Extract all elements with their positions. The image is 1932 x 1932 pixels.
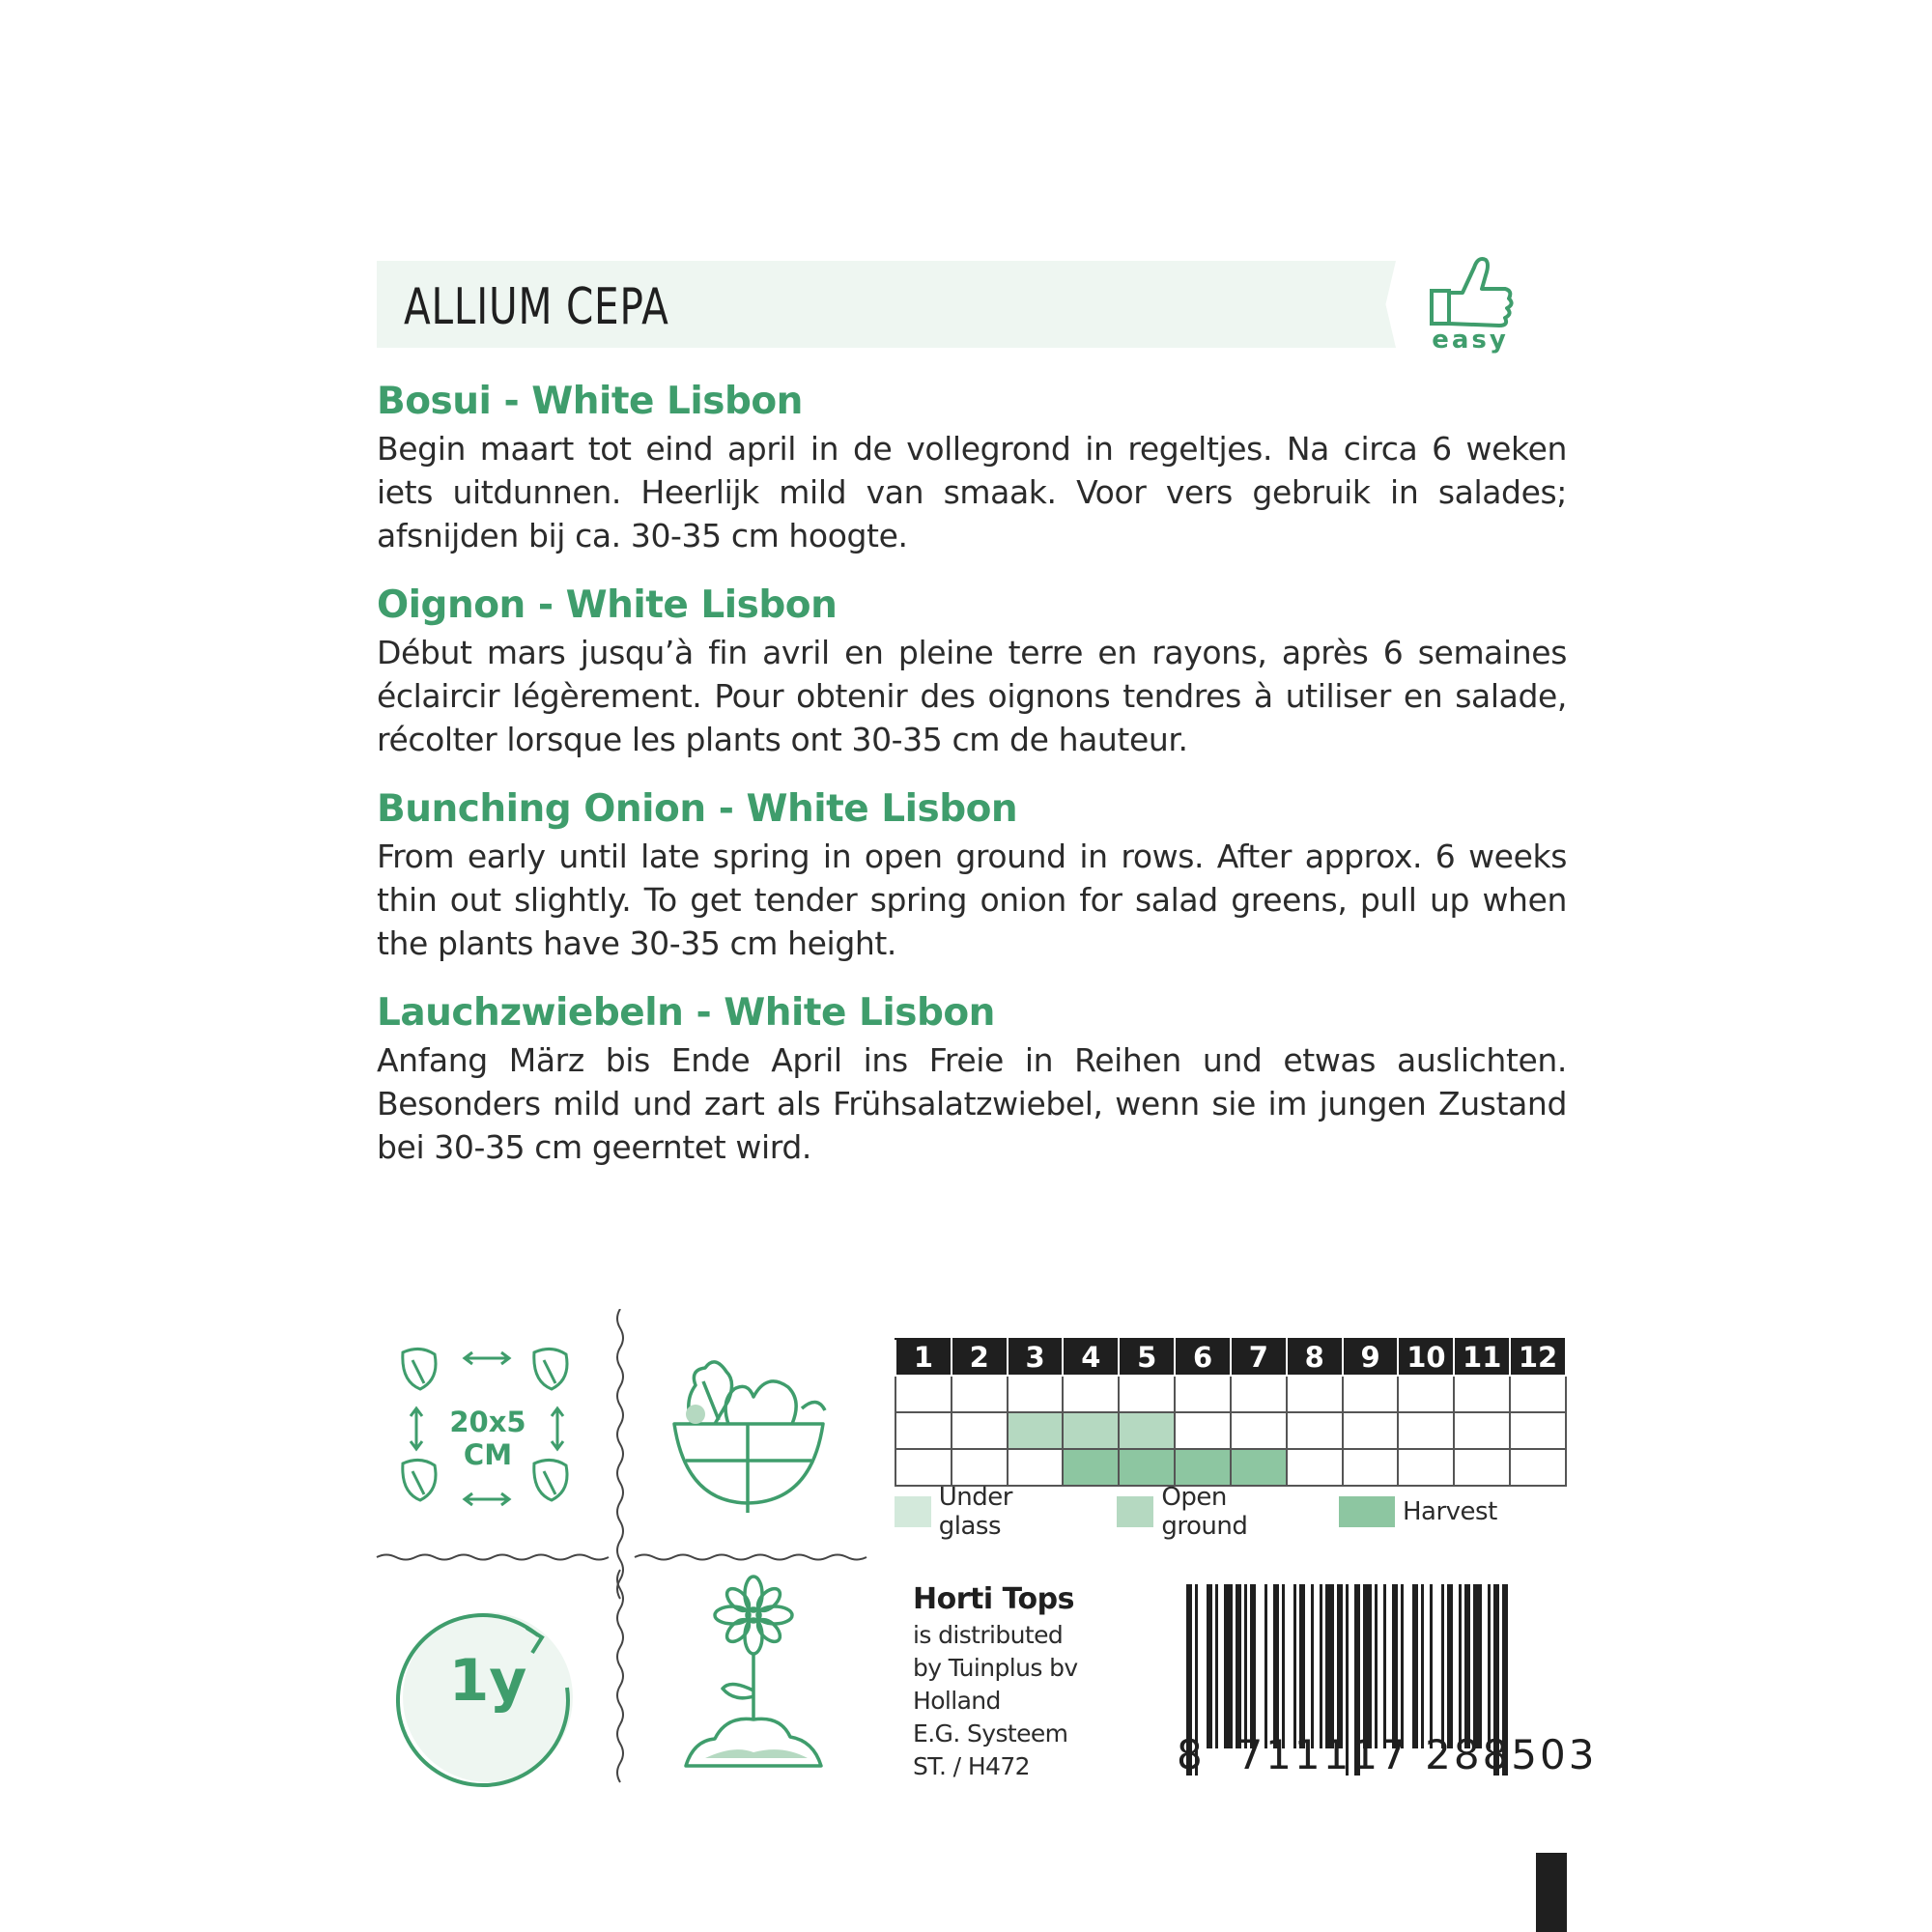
calendar-cell <box>1008 1376 1064 1412</box>
calendar-cell <box>1063 1449 1119 1486</box>
calendar-cell <box>1398 1412 1454 1449</box>
calendar-cell <box>1287 1412 1343 1449</box>
section-de <box>377 988 1567 1169</box>
calendar-cell <box>1454 1449 1510 1486</box>
calendar-cell <box>1287 1449 1343 1486</box>
easy-label: easy <box>1432 326 1509 355</box>
barcode-bar <box>1401 1584 1404 1748</box>
barcode-bar <box>1293 1584 1296 1748</box>
legend-item-open-ground <box>1117 1483 1266 1541</box>
distributor-line: ST. / H472 <box>913 1752 1030 1780</box>
calendar-cell <box>1510 1412 1566 1449</box>
distributor-line: Holland <box>913 1687 1001 1715</box>
calendar-cell <box>1343 1412 1399 1449</box>
month-header: 12 <box>1510 1339 1566 1376</box>
calendar-cell <box>1398 1449 1454 1486</box>
section-title: Oignon - White Lisbon <box>377 583 838 627</box>
calendar-cell <box>1454 1376 1510 1412</box>
distributor-line: by Tuinplus bv <box>913 1654 1078 1682</box>
barcode-right-group: 288503 <box>1425 1731 1598 1778</box>
barcode-bar <box>1224 1584 1233 1748</box>
registration-mark <box>1536 1853 1567 1932</box>
latin-name: ALLIUM CEPA <box>404 278 669 336</box>
calendar-row-open-ground <box>895 1412 1566 1449</box>
calendar-cell <box>1343 1449 1399 1486</box>
month-header: 3 <box>1008 1339 1064 1376</box>
vegetable-bowl-icon <box>667 1343 840 1517</box>
calendar-header-row <box>895 1339 1566 1376</box>
calendar-row-harvest <box>895 1449 1566 1486</box>
calendar-cell <box>895 1376 952 1412</box>
flower-sprout-icon <box>676 1575 831 1777</box>
section-title: Bunching Onion - White Lisbon <box>377 787 1018 831</box>
barcode-bar <box>1447 1584 1453 1748</box>
barcode-digits <box>1177 1731 1597 1778</box>
month-header: 10 <box>1398 1339 1454 1376</box>
legend-label: Open ground <box>1161 1483 1248 1541</box>
calendar-cell <box>952 1412 1008 1449</box>
barcode-bar <box>1392 1584 1398 1748</box>
barcode-bar <box>1488 1584 1491 1748</box>
calendar-cell <box>1510 1376 1566 1412</box>
barcode-bar <box>1273 1584 1279 1748</box>
calendar-cell <box>1119 1376 1175 1412</box>
calendar-cell <box>895 1449 952 1486</box>
calendar-cell <box>1008 1412 1064 1449</box>
spacing-unit: CM <box>463 1438 513 1471</box>
month-header: 5 <box>1119 1339 1175 1376</box>
calendar-cell <box>1454 1412 1510 1449</box>
barcode-bar <box>1264 1584 1267 1748</box>
barcode-bar <box>1311 1584 1314 1748</box>
section-body: Begin maart tot eind april in de vollegrond in regeltjes. Na circa 6 weken iets uitdunnen. Heerlijk mild van smaak. Voor vers gebruik in salades; afsnijden bij ca. 30-35 cm hoogte. <box>377 430 1567 554</box>
barcode-bar <box>1236 1584 1241 1748</box>
calendar-cell <box>1119 1412 1175 1449</box>
section-nl <box>377 377 1567 557</box>
barcode-bar <box>1412 1584 1418 1748</box>
barcode-bar <box>1207 1584 1212 1748</box>
calendar-cell <box>1231 1412 1287 1449</box>
calendar-cell <box>1175 1412 1231 1449</box>
barcode-bar <box>1383 1584 1386 1748</box>
lifespan-label: 1y <box>448 1647 527 1715</box>
barcode-bar <box>1337 1584 1343 1748</box>
barcode-bar <box>1375 1584 1378 1748</box>
barcode-bar <box>1421 1584 1424 1748</box>
barcode-bar <box>1244 1584 1247 1748</box>
barcode-bar <box>1320 1584 1322 1748</box>
calendar-cell <box>1008 1449 1064 1486</box>
section-body: Début mars jusqu’à fin avril en pleine terre en rayons, après 6 semaines éclaircir légèrement. Pour obtenir des oignons tendres à utiliser en salade, récolter lorsque les plants ont 30-35 cm de hauteur. <box>377 634 1567 758</box>
legend-swatch <box>1117 1496 1153 1527</box>
sowing-calendar <box>895 1338 1567 1487</box>
calendar-cell <box>1343 1376 1399 1412</box>
legend-swatch <box>895 1496 931 1527</box>
distributor-info <box>913 1580 1164 1783</box>
calendar-cell <box>1398 1376 1454 1412</box>
spacing-label <box>440 1406 536 1471</box>
month-header: 6 <box>1175 1339 1231 1376</box>
calendar-cell <box>952 1376 1008 1412</box>
distributor-line: E.G. Systeem <box>913 1719 1068 1747</box>
calendar-cell <box>895 1412 952 1449</box>
calendar-cell <box>1231 1449 1287 1486</box>
legend-label: Harvest <box>1403 1497 1497 1526</box>
calendar-row-under-glass <box>895 1376 1566 1412</box>
section-fr <box>377 581 1567 761</box>
calendar-cell <box>1175 1449 1231 1486</box>
barcode-bar <box>1325 1584 1334 1748</box>
spacing-value: 20x5 <box>449 1406 526 1438</box>
section-title: Bosui - White Lisbon <box>377 380 803 423</box>
month-header: 1 <box>895 1339 952 1376</box>
month-header: 11 <box>1454 1339 1510 1376</box>
calendar-cell <box>1063 1412 1119 1449</box>
distributor-line: is distributed <box>913 1621 1064 1649</box>
calendar-cell <box>1063 1376 1119 1412</box>
legend-label: Under glass <box>938 1483 1012 1541</box>
description-sections <box>377 377 1567 1192</box>
calendar-cell <box>1287 1376 1343 1412</box>
calendar-cell <box>1119 1449 1175 1486</box>
distributor-name: Horti Tops <box>913 1582 1075 1616</box>
month-header: 8 <box>1287 1339 1343 1376</box>
barcode-first-digit: 8 <box>1177 1731 1206 1778</box>
barcode-bar <box>1459 1584 1462 1748</box>
barcode-bar <box>1282 1584 1285 1748</box>
barcode-bar <box>1299 1584 1305 1748</box>
legend-swatch <box>1339 1496 1395 1527</box>
section-body: From early until late spring in open ground in rows. After approx. 6 weeks thin out slightly. To get tender spring onion for salad greens, pull up when the plants have 30-35 cm height. <box>377 838 1567 962</box>
barcode-bar <box>1473 1584 1482 1748</box>
section-en <box>377 784 1567 965</box>
calendar-cell <box>952 1449 1008 1486</box>
barcode-bar <box>1250 1584 1256 1748</box>
legend-item-under-glass <box>895 1483 1032 1541</box>
calendar-cell <box>1175 1376 1231 1412</box>
month-header: 9 <box>1343 1339 1399 1376</box>
thumbs-up-icon <box>1424 246 1517 333</box>
barcode-bar <box>1363 1584 1372 1748</box>
month-header: 7 <box>1231 1339 1287 1376</box>
barcode-bar <box>1441 1584 1444 1748</box>
barcode-bar <box>1430 1584 1433 1748</box>
legend-item-harvest <box>1339 1494 1497 1529</box>
barcode-bar <box>1215 1584 1218 1748</box>
barcode-bar <box>1464 1584 1470 1748</box>
month-header: 2 <box>952 1339 1008 1376</box>
section-title: Lauchzwiebeln - White Lisbon <box>377 991 995 1035</box>
easy-badge <box>1424 246 1517 362</box>
section-body: Anfang März bis Ende April ins Freie in Reihen und etwas auslichten. Besonders mild und zart als Frühsalatzwiebel, wenn sie im jungen Zustand bei 30-35 cm geerntet wird. <box>377 1041 1567 1166</box>
calendar-cell <box>1231 1376 1287 1412</box>
calendar-cell <box>1510 1449 1566 1486</box>
month-header: 4 <box>1063 1339 1119 1376</box>
barcode-left-group: 711117 <box>1236 1731 1409 1778</box>
calendar-body <box>895 1376 1566 1486</box>
